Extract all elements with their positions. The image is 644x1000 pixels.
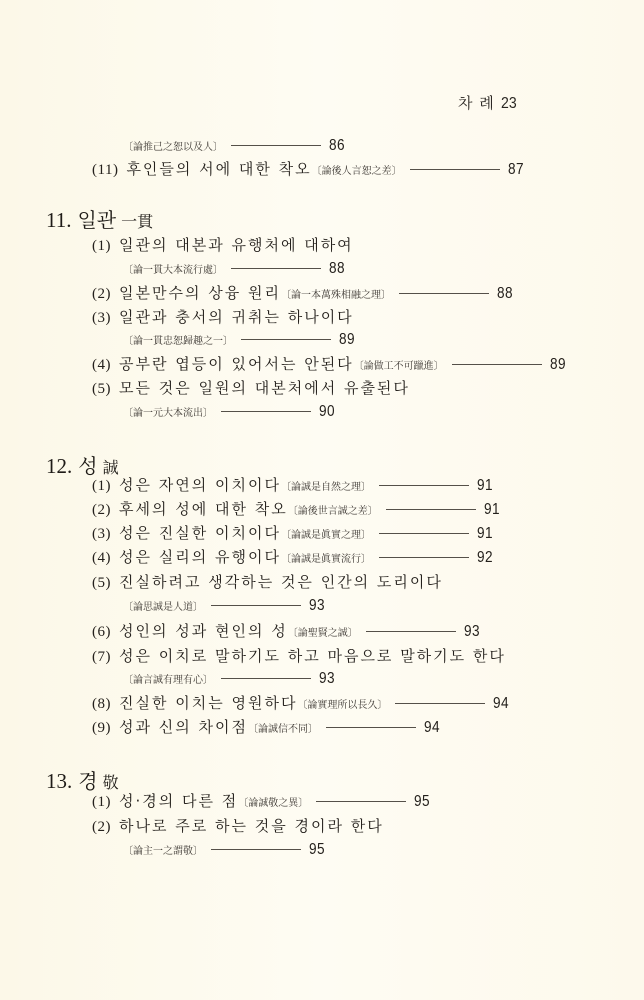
entry-title: 진실한 이치는 영원하다 xyxy=(119,694,298,712)
entry-index: (4) xyxy=(92,357,111,373)
toc-entry xyxy=(92,234,354,255)
entry-title: 일관과 충서의 귀취는 하나이다 xyxy=(119,308,354,326)
hanja-subtitle: 〔論誠信不同〕 xyxy=(247,724,318,735)
toc-entry xyxy=(92,353,568,374)
chapter-number: 11. xyxy=(46,208,72,232)
entry-index: (8) xyxy=(92,696,111,712)
dot-leader xyxy=(379,533,469,534)
entry-title: 진실하려고 생각하는 것은 인간의 도리이다 xyxy=(119,573,443,591)
page-number: 89 xyxy=(339,331,355,348)
page-number: 89 xyxy=(549,356,566,373)
dot-leader xyxy=(386,509,476,510)
chapter-heading-11 xyxy=(46,204,153,233)
entry-title: 공부란 엽등이 있어서는 안된다 xyxy=(119,355,354,373)
page-number: 93 xyxy=(319,670,335,687)
toc-entry-hanja-line xyxy=(123,402,338,421)
chapter-number: 13. xyxy=(46,769,73,793)
dot-leader xyxy=(399,293,489,294)
running-head xyxy=(458,92,519,113)
page-number: 90 xyxy=(319,403,335,420)
hanja-subtitle: 〔論主一之謂敬〕 xyxy=(123,846,203,857)
page-number: 86 xyxy=(329,137,345,154)
dot-leader xyxy=(221,678,311,679)
page-number: 87 xyxy=(507,161,524,178)
chapter-title: 경 xyxy=(78,769,98,793)
chapter-hanja: 誠 xyxy=(102,458,119,477)
toc-entry-hanja-line xyxy=(123,259,348,278)
page-number: 91 xyxy=(476,477,493,494)
toc-entry xyxy=(92,377,410,398)
running-head-label: 차 례 xyxy=(458,94,495,112)
dot-leader xyxy=(231,268,321,269)
toc-entry xyxy=(92,790,433,811)
hanja-subtitle: 〔論一貫忠恕歸趣之一〕 xyxy=(123,336,233,347)
toc-entry xyxy=(92,645,506,666)
toc-entry xyxy=(92,620,483,641)
page-number: 93 xyxy=(463,623,480,640)
entry-index: (11) xyxy=(92,162,119,178)
chapter-hanja: 一貫 xyxy=(121,212,154,231)
dot-leader xyxy=(452,364,542,365)
dot-leader xyxy=(379,485,469,486)
entry-title: 후인들의 서에 대한 착오 xyxy=(126,160,312,178)
entry-title: 일본만수의 상융 원리 xyxy=(119,284,281,302)
toc-entry xyxy=(92,474,496,495)
entry-index: (3) xyxy=(92,310,111,326)
dot-leader xyxy=(366,631,456,632)
entry-title: 성·경의 다른 점 xyxy=(119,792,239,810)
page-number: 93 xyxy=(309,597,325,614)
toc-entry xyxy=(92,571,443,592)
hanja-subtitle: 〔論後人言恕之差〕 xyxy=(311,166,402,177)
page-number: 94 xyxy=(423,719,440,736)
toc-entry-hanja-line xyxy=(123,330,358,349)
dot-leader xyxy=(395,703,485,704)
toc-entry xyxy=(92,692,512,713)
hanja-subtitle: 〔論誠敬之異〕 xyxy=(238,798,309,809)
toc-entry xyxy=(92,306,354,327)
dot-leader xyxy=(221,411,311,412)
entry-index: (2) xyxy=(92,819,111,835)
toc-entry xyxy=(92,522,496,543)
page-number: 92 xyxy=(476,549,493,566)
page-number: 88 xyxy=(329,260,345,277)
entry-title: 일관의 대본과 유행처에 대하여 xyxy=(119,236,354,254)
chapter-title: 성 xyxy=(78,454,98,478)
chapter-number: 12. xyxy=(46,454,73,478)
page-number: 94 xyxy=(493,695,510,712)
dot-leader xyxy=(379,557,469,558)
page-number: 88 xyxy=(496,285,513,302)
entry-index: (5) xyxy=(92,381,111,397)
hanja-subtitle: 〔論思誠是人道〕 xyxy=(123,602,203,613)
toc-entry-hanja-line xyxy=(123,669,338,688)
entry-title: 성인의 성과 현인의 성 xyxy=(119,622,288,640)
entry-index: (2) xyxy=(92,286,111,302)
hanja-subtitle: 〔論一本萬殊相融之理〕 xyxy=(280,290,391,301)
hanja-subtitle: 〔論誠是眞實之理〕 xyxy=(280,530,371,541)
dot-leader xyxy=(326,727,416,728)
entry-index: (1) xyxy=(92,478,111,494)
entry-index: (1) xyxy=(92,794,111,810)
hanja-subtitle: 〔論推己之恕以及人〕 xyxy=(123,142,223,153)
entry-title: 성과 신의 차이점 xyxy=(119,718,248,736)
toc-entry xyxy=(92,282,516,303)
toc-entry xyxy=(92,716,443,737)
page-number: 95 xyxy=(309,841,325,858)
dot-leader xyxy=(241,339,331,340)
hanja-subtitle: 〔論言誠有理有心〕 xyxy=(123,675,213,686)
entry-title: 하나로 주로 하는 것을 경이라 한다 xyxy=(119,817,384,835)
dot-leader xyxy=(410,169,500,170)
entry-title: 후세의 성에 대한 착오 xyxy=(119,500,288,518)
entry-index: (7) xyxy=(92,649,111,665)
chapter-hanja: 敬 xyxy=(102,773,119,792)
hanja-subtitle: 〔論做工不可躐進〕 xyxy=(353,361,444,372)
entry-title: 성은 진실한 이치이다 xyxy=(119,524,281,542)
dot-leader xyxy=(231,145,321,146)
hanja-subtitle: 〔論一元大本流出〕 xyxy=(123,408,213,419)
entry-title: 성은 이치로 말하기도 하고 마음으로 말하기도 한다 xyxy=(119,647,506,665)
dot-leader xyxy=(211,605,301,606)
toc-entry-hanja-line xyxy=(123,596,328,615)
running-head-page-number: 23 xyxy=(500,95,517,112)
entry-index: (4) xyxy=(92,550,111,566)
page-number: 91 xyxy=(483,501,500,518)
entry-index: (1) xyxy=(92,238,111,254)
page-number: 91 xyxy=(476,525,493,542)
entry-title: 성은 자연의 이치이다 xyxy=(119,476,281,494)
dot-leader xyxy=(211,849,301,850)
hanja-subtitle: 〔論實理所以長久〕 xyxy=(297,700,388,711)
hanja-subtitle: 〔論誠是自然之理〕 xyxy=(280,482,371,493)
toc-entry xyxy=(92,158,526,179)
hanja-subtitle: 〔論誠是眞實流行〕 xyxy=(280,554,371,565)
hanja-subtitle: 〔論聖賢之誠〕 xyxy=(287,628,358,639)
toc-entry xyxy=(92,498,503,519)
hanja-subtitle: 〔論後世言誠之差〕 xyxy=(287,506,378,517)
toc-entry xyxy=(92,815,384,836)
hanja-subtitle: 〔論一貫大本流行處〕 xyxy=(123,265,223,276)
toc-entry-hanja-line xyxy=(123,136,348,155)
chapter-title: 일관 xyxy=(77,208,117,232)
entry-index: (2) xyxy=(92,502,111,518)
entry-index: (3) xyxy=(92,526,111,542)
entry-title: 모든 것은 일원의 대본처에서 유출된다 xyxy=(119,379,410,397)
entry-index: (9) xyxy=(92,720,111,736)
dot-leader xyxy=(316,801,406,802)
page-number: 95 xyxy=(414,793,431,810)
toc-entry xyxy=(92,546,496,567)
toc-entry-hanja-line xyxy=(123,840,328,859)
entry-index: (5) xyxy=(92,575,111,591)
entry-title: 성은 실리의 유행이다 xyxy=(119,548,281,566)
entry-index: (6) xyxy=(92,624,111,640)
